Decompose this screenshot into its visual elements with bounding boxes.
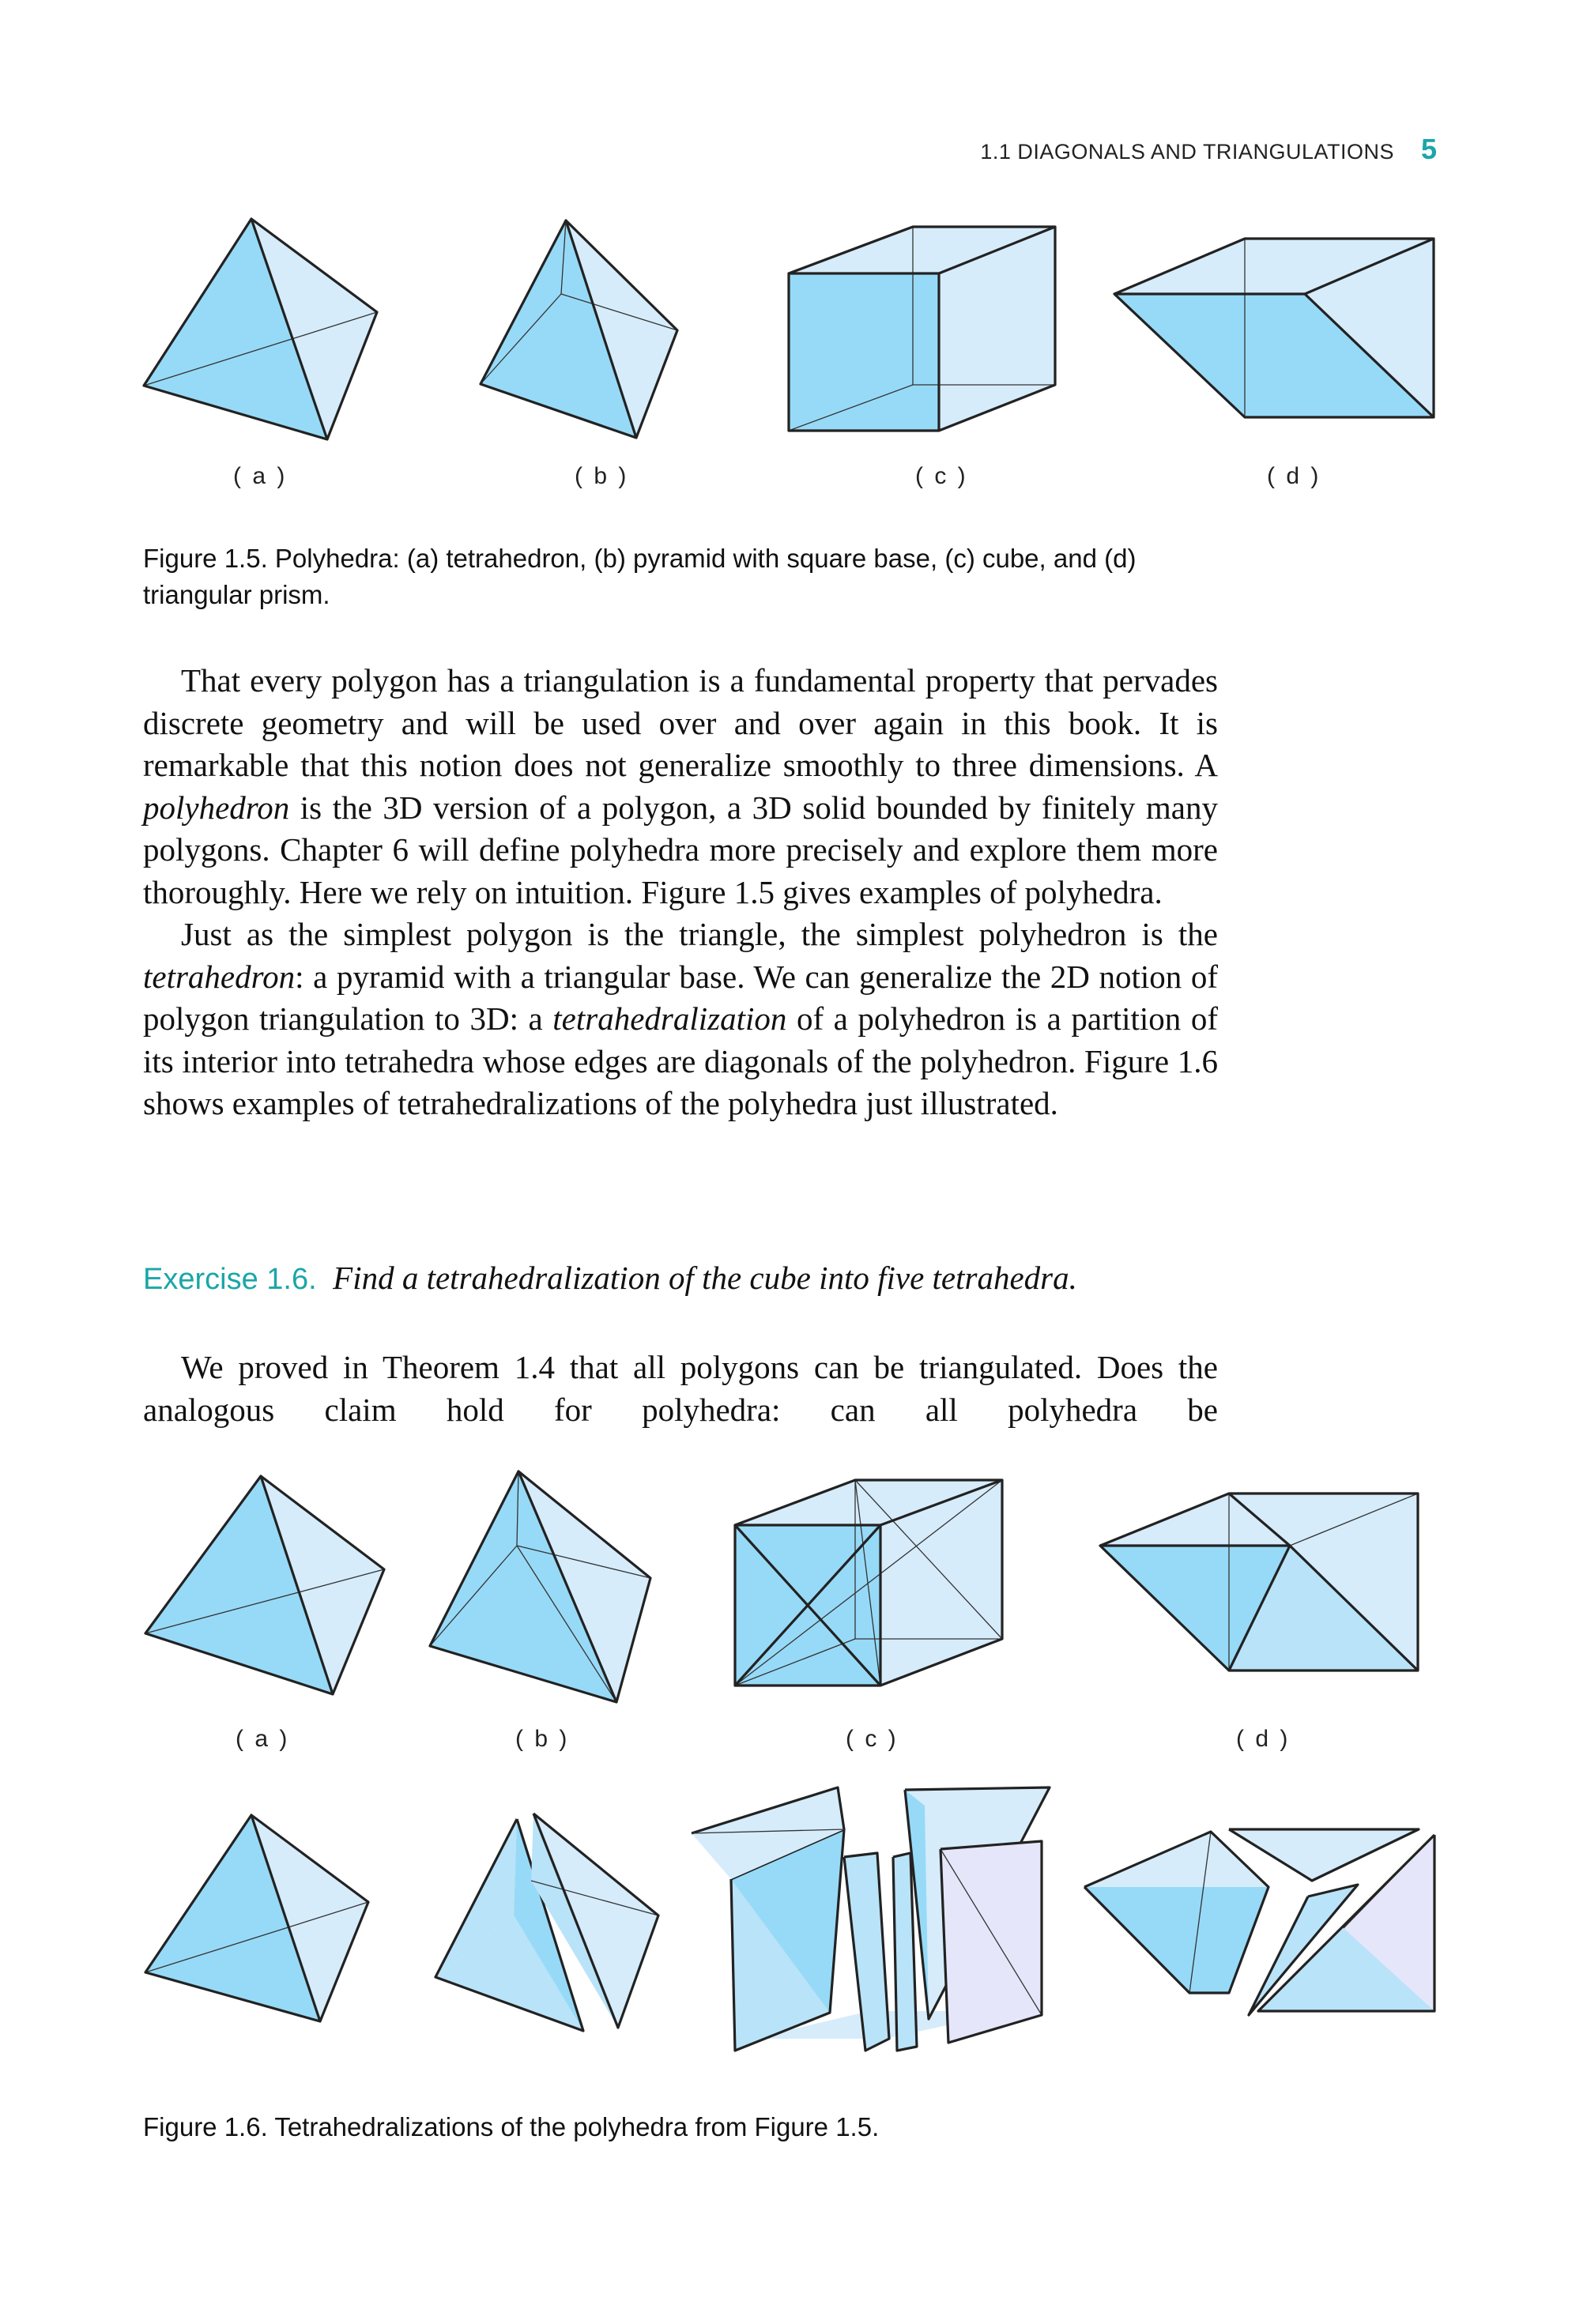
fig16-prism-exploded: [1084, 1829, 1434, 2015]
fig15-label-a: ( a ): [233, 463, 288, 489]
paragraph-1: [143, 660, 1218, 913]
paragraph-3: We proved in Theorem 1.4 that all polygons can be triangulated. Does the analogous claim hold for polyhedra: can all polyhedra be: [143, 1349, 1218, 1428]
fig16-cube-exploded: [692, 1787, 1050, 2051]
term-polyhedron: polyhedron: [143, 789, 290, 826]
fig16-pyramid: [430, 1471, 650, 1702]
fig15-pyramid: [481, 220, 677, 438]
paragraph-1-part-a: That every polygon has a triangulation is a fundamental property that pervades discrete geometry and will be used over and over again in this book. It is remarkable that this notion does not generalize smoothly to three dimensions. A: [143, 662, 1218, 783]
paragraph-2-part-b: : a pyramid with a triangular base. We can generalize the 2D notion of polygon triangulation to 3D: a: [143, 958, 1218, 1037]
fig15-cube: [789, 227, 1055, 431]
paragraph-1-part-b: is the 3D version of a polygon, a 3D solid bounded by finitely many polygons. Chapter 6 will define polyhedra more precisely and explore them more thoroughly. Here we rely on intuition. Figure 1.5 gives examples of polyhedra.: [143, 789, 1218, 910]
paragraph-2-part-a: Just as the simplest polygon is the triangle, the simplest polyhedron is the: [181, 916, 1218, 952]
fig16-tetrahedron: [145, 1476, 384, 1694]
fig15-label-c: ( c ): [915, 463, 968, 489]
body-text-2: [143, 1347, 1218, 1431]
exercise-1-6: [143, 1256, 1250, 1301]
figure-1-6: [0, 1438, 1587, 2070]
exercise-label: Exercise 1.6.: [143, 1263, 317, 1296]
fig16-cube: [735, 1480, 1002, 1686]
running-head-title: 1.1 DIAGONALS AND TRIANGULATIONS: [980, 140, 1394, 164]
fig15-prism: [1114, 239, 1434, 417]
page-number: 5: [1420, 133, 1437, 165]
term-tetrahedron: tetrahedron: [143, 958, 296, 995]
fig15-tetrahedron: [144, 219, 377, 439]
figure-1-5-caption: Figure 1.5. Polyhedra: (a) tetrahedron, (b) pyramid with square base, (c) cube, and (d) triangular prism.: [143, 544, 1137, 609]
fig16-label-c: ( c ): [846, 1726, 899, 1752]
body-text: [143, 660, 1218, 1125]
fig16-label-d: ( d ): [1236, 1726, 1291, 1752]
fig15-label-b: ( b ): [575, 463, 629, 489]
fig16-label-b: ( b ): [515, 1726, 570, 1752]
fig15-label-d: ( d ): [1267, 463, 1321, 489]
fig16-prism: [1100, 1493, 1418, 1670]
fig16-tetrahedron-exploded: [145, 1815, 368, 2021]
fig16-label-a: ( a ): [236, 1726, 290, 1752]
paragraph-2-part-c: of a polyhedron is a partition of its interior into tetrahedra whose edges are diagonals of the polyhedron. Figure 1.6 shows examples of tetrahedralizations of the polyhedra just illustrated.: [143, 1000, 1218, 1121]
figure-1-5: [0, 0, 1587, 506]
term-tetrahedralization: tetrahedralization: [552, 1000, 787, 1037]
figure-1-6-caption: Figure 1.6. Tetrahedralizations of the polyhedra from Figure 1.5.: [143, 2112, 880, 2141]
paragraph-2: [143, 913, 1218, 1125]
exercise-text: Find a tetrahedralization of the cube into five tetrahedra.: [333, 1260, 1077, 1296]
fig16-pyramid-exploded: [435, 1814, 658, 2031]
